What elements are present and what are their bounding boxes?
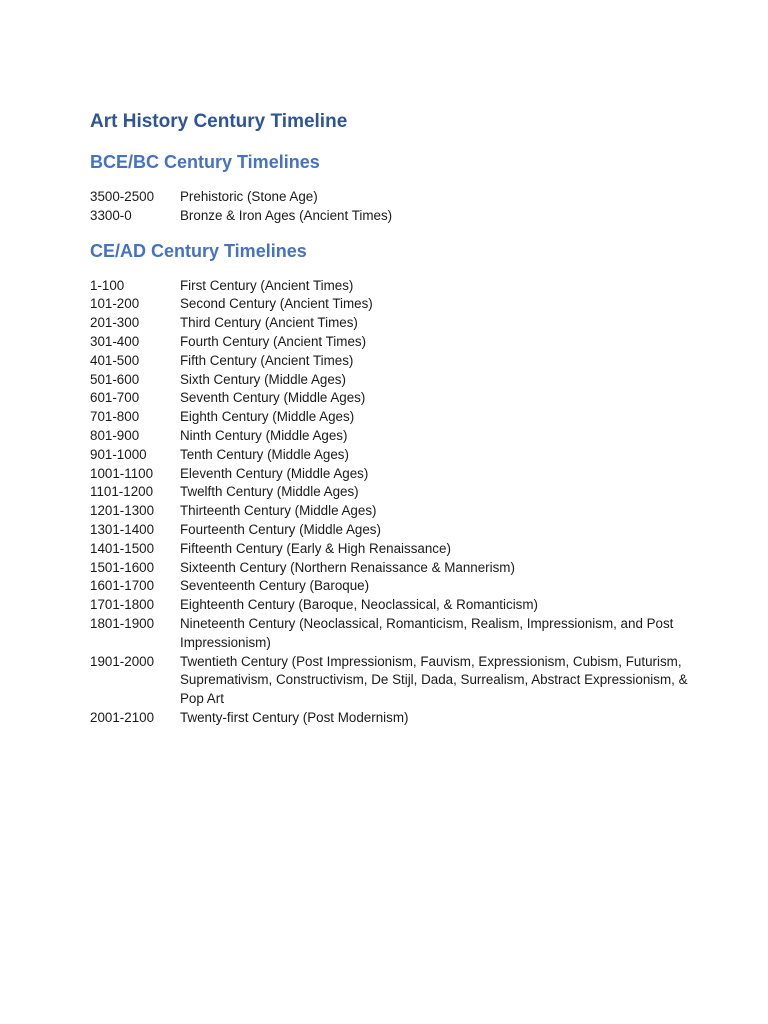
timeline-row [90, 352, 690, 371]
timeline-row [90, 483, 690, 502]
year-range: 201-300 [90, 315, 140, 331]
year-range: 1101-1200 [90, 484, 154, 500]
period-description: Nineteenth Century (Neoclassical, Romanticism, Realism, Impressionism, and Post Impressionism) [180, 615, 674, 650]
timeline-row [90, 709, 690, 728]
timeline-row [90, 314, 690, 333]
timeline-row [90, 371, 690, 390]
period-description: Sixth Century (Middle Ages) [180, 371, 346, 387]
timeline-row [90, 188, 690, 207]
period-description: Eighteenth Century (Baroque, Neoclassical, & Romanticism) [180, 597, 538, 613]
document-page [90, 108, 690, 728]
year-range: 901-1000 [90, 446, 147, 462]
year-range: 501-600 [90, 371, 140, 387]
period-description: Fifth Century (Ancient Times) [180, 352, 354, 368]
year-range: 701-800 [90, 409, 140, 425]
period-description: Seventeenth Century (Baroque) [180, 578, 370, 594]
year-range: 101-200 [90, 296, 140, 312]
period-description: Tenth Century (Middle Ages) [180, 446, 349, 462]
timeline-row [90, 408, 690, 427]
period-description: Prehistoric (Stone Age) [180, 189, 318, 204]
timeline-row [90, 465, 690, 484]
timeline-row [90, 559, 690, 578]
year-range: 301-400 [90, 333, 140, 349]
period-description: First Century (Ancient Times) [180, 277, 354, 293]
year-range: 1601-1700 [90, 578, 155, 594]
section-heading-bce: BCE/BC Century Timelines [90, 152, 320, 172]
timeline-row [90, 207, 690, 226]
year-range: 1301-1400 [90, 521, 155, 537]
period-description: Thirteenth Century (Middle Ages) [180, 503, 377, 519]
timeline-row [90, 427, 690, 446]
period-description: Bronze & Iron Ages (Ancient Times) [180, 207, 393, 223]
period-description: Eleventh Century (Middle Ages) [180, 465, 369, 481]
timeline-row [90, 333, 690, 352]
year-range: 1-100 [90, 277, 125, 293]
year-range: 2001-2100 [90, 709, 155, 725]
timeline-row [90, 389, 690, 408]
section-heading-ce: CE/AD Century Timelines [90, 240, 307, 261]
timeline-list-ce [90, 277, 690, 728]
timeline-row [90, 446, 690, 465]
timeline-row [90, 577, 690, 596]
timeline-row [90, 277, 690, 296]
timeline-row [90, 295, 690, 314]
timeline-row [90, 653, 690, 709]
year-range: 1401-1500 [90, 540, 155, 556]
period-description: Seventh Century (Middle Ages) [180, 390, 366, 406]
year-range: 801-900 [90, 427, 140, 443]
period-description: Fourteenth Century (Middle Ages) [180, 521, 381, 537]
period-description: Twentieth Century (Post Impressionism, Fauvism, Expressionism, Cubism, Futurism, Supremativism, Constructivism, De Stijl, Dada, Surrealism, Abstract Expressionism, & Pop Art [180, 653, 688, 707]
period-description: Sixteenth Century (Northern Renaissance & Mannerism) [180, 559, 515, 575]
document-title: Art History Century Timeline [90, 111, 348, 132]
year-range: 1001-1100 [90, 465, 154, 481]
period-description: Twelfth Century (Middle Ages) [180, 484, 359, 500]
timeline-row [90, 615, 690, 653]
timeline-list-bce [90, 188, 690, 226]
year-range: 1201-1300 [90, 503, 155, 519]
period-description: Fifteenth Century (Early & High Renaissance) [180, 540, 451, 556]
period-description: Eighth Century (Middle Ages) [180, 409, 355, 425]
year-range: 401-500 [90, 352, 140, 368]
timeline-row [90, 521, 690, 540]
year-range: 3300-0 [90, 207, 132, 223]
timeline-row [90, 596, 690, 615]
period-description: Third Century (Ancient Times) [180, 315, 358, 331]
year-range: 1901-2000 [90, 653, 155, 669]
year-range: 1701-1800 [90, 597, 155, 613]
year-range: 601-700 [90, 390, 140, 406]
period-description: Twenty-first Century (Post Modernism) [180, 709, 409, 725]
year-range: 3500-2500 [90, 189, 155, 204]
period-description: Ninth Century (Middle Ages) [180, 427, 348, 443]
year-range: 1801-1900 [90, 615, 155, 631]
timeline-row [90, 540, 690, 559]
period-description: Second Century (Ancient Times) [180, 296, 373, 312]
timeline-row [90, 502, 690, 521]
year-range: 1501-1600 [90, 559, 155, 575]
period-description: Fourth Century (Ancient Times) [180, 333, 367, 349]
